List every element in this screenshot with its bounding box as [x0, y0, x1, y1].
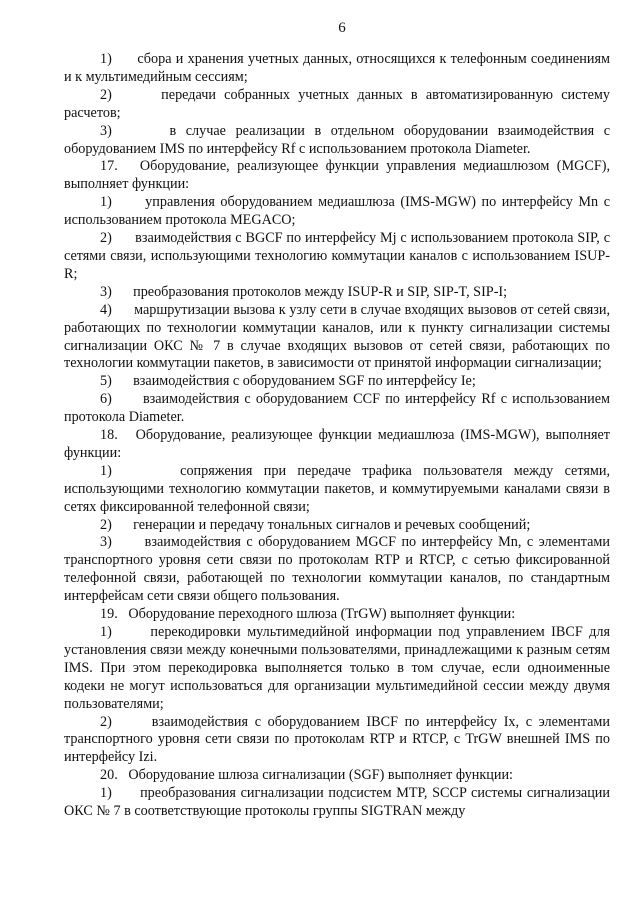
section-heading-17: 17. Оборудование, реализующее функции управления медиашлюзом (MGCF), выполняет функции: — [64, 158, 610, 193]
paragraph: 2) передачи собранных учетных данных в автоматизированную систему расчетов; — [64, 86, 610, 121]
paragraph: 2) взаимодействия с BGCF по интерфейсу Mj с использованием протокола SIP, с сетями связи, использующими технологию коммутации каналов с использованием ISUP-R; — [64, 230, 610, 282]
paragraph: 1) управления оборудованием медиашлюза (IMS-MGW) по интерфейсу Mn с использованием протокола MEGACO; — [64, 194, 610, 229]
paragraph: 5) взаимодействия с оборудованием SGF по интерфейсу Ie; — [100, 373, 476, 390]
paragraph: 6) взаимодействия с оборудованием CCF по интерфейсу Rf с использованием протокола Diameter. — [64, 391, 610, 426]
paragraph: 3) преобразования протоколов между ISUP-R и SIP, SIP-T, SIP-I; — [100, 283, 508, 300]
paragraph: 3) взаимодействия с оборудованием MGCF по интерфейсу Mn, с элементами транспортного уровня сети связи по протоколам RTP и RTCP, с сетью фиксированной телефонной связи, работающей по технологии коммутации каналов, по стандартным интерфейсам сети связи общего пользования. — [64, 534, 610, 605]
paragraph: 2) взаимодействия с оборудованием IBCF по интерфейсу Ix, с элементами транспортного уровня сети связи по протоколам RTP и RTCP, с TrGW внешней IMS по интерфейсу Izi. — [64, 713, 610, 766]
section-heading-19: 19. Оборудование переходного шлюза (TrGW) выполняет функции: — [100, 606, 516, 623]
paragraph: 2) генерации и передачу тональных сигналов и речевых сообщений; — [100, 516, 531, 533]
paragraph: 1) перекодировки мультимедийной информации под управлением IBCF для установления связи между конечными пользователями, принадлежащими к разным сетям IMS. При этом перекодировка выполняется только в том случае, если одноименные кодеки не могут использоваться для организации мультимедийной сессии между двумя пользователями; — [64, 624, 610, 712]
section-heading-20: 20. Оборудование шлюза сигнализации (SGF) выполняет функции: — [100, 767, 513, 784]
paragraph: 1) сбора и хранения учетных данных, относящихся к телефонным соединениям и к мультимедийным сессиям; — [64, 51, 610, 85]
paragraph: 1) сопряжения при передаче трафика пользователя между сетями, использующими технологию коммутации пакетов, и коммутируемыми каналами связи в сетях фиксированной телефонной связи; — [64, 462, 610, 515]
section-heading-18: 18. Оборудование, реализующее функции медиашлюза (IMS-MGW), выполняет функции: — [64, 427, 610, 461]
paragraph: 1) преобразования сигнализации подсистем MTP, SCCP системы сигнализации ОКС № 7 в соответствующие протоколы группы SIGTRAN между — [64, 785, 610, 820]
paragraph: 4) маршрутизации вызова к узлу сети в случае входящих вызовов от сетей связи, работающих по технологии коммутации каналов, или к пункту сигнализации системы сигнализации ОКС № 7 в случае входящих вызовов от сетей связи, работающих по технологии коммутации пакетов, в зависимости от принятой информации сигнализации; — [64, 301, 610, 372]
page-number: 6 — [338, 20, 346, 36]
paragraph: 3) в случае реализации в отдельном оборудовании взаимодействия с оборудованием IMS по интерфейсу Rf с использованием протокола Diameter. — [64, 122, 610, 157]
